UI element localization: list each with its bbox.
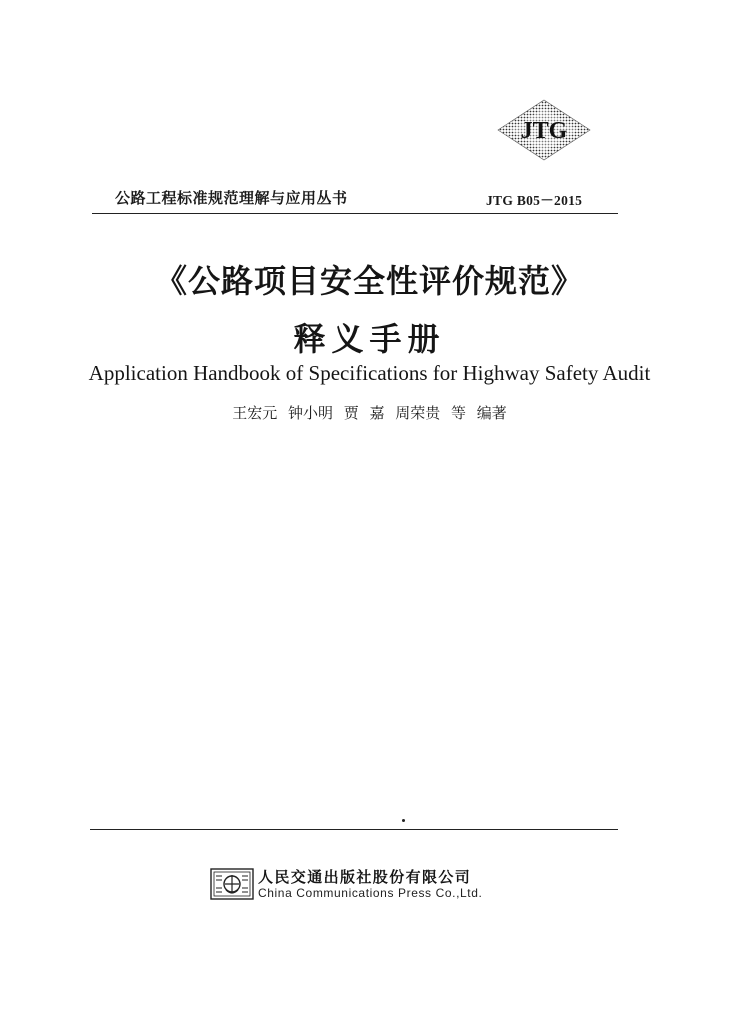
- jtg-logo-icon: [496, 98, 592, 162]
- english-title: Application Handbook of Specifications for Highway Safety Audit: [88, 361, 651, 385]
- main-title: 《公路项目安全性评价规范》: [154, 262, 584, 300]
- publisher-emblem-icon: [210, 866, 254, 902]
- series-title: 公路工程标准规范理解与应用丛书: [115, 189, 348, 207]
- publisher-name-cn: 人民交通出版社股份有限公司: [258, 868, 472, 886]
- standard-code: JTG B05－2015: [486, 193, 583, 208]
- footer-divider: [90, 829, 618, 830]
- authors: 王宏元 钟小明 贾 嘉 周荣贵 等 编著: [232, 404, 507, 422]
- header-divider: [92, 213, 618, 214]
- main-subtitle: 释义手册: [293, 320, 446, 358]
- footer-mark: [402, 819, 405, 822]
- publisher-name-en: China Communications Press Co.,Ltd.: [258, 886, 483, 900]
- jtg-logo-text: JTG: [520, 118, 568, 144]
